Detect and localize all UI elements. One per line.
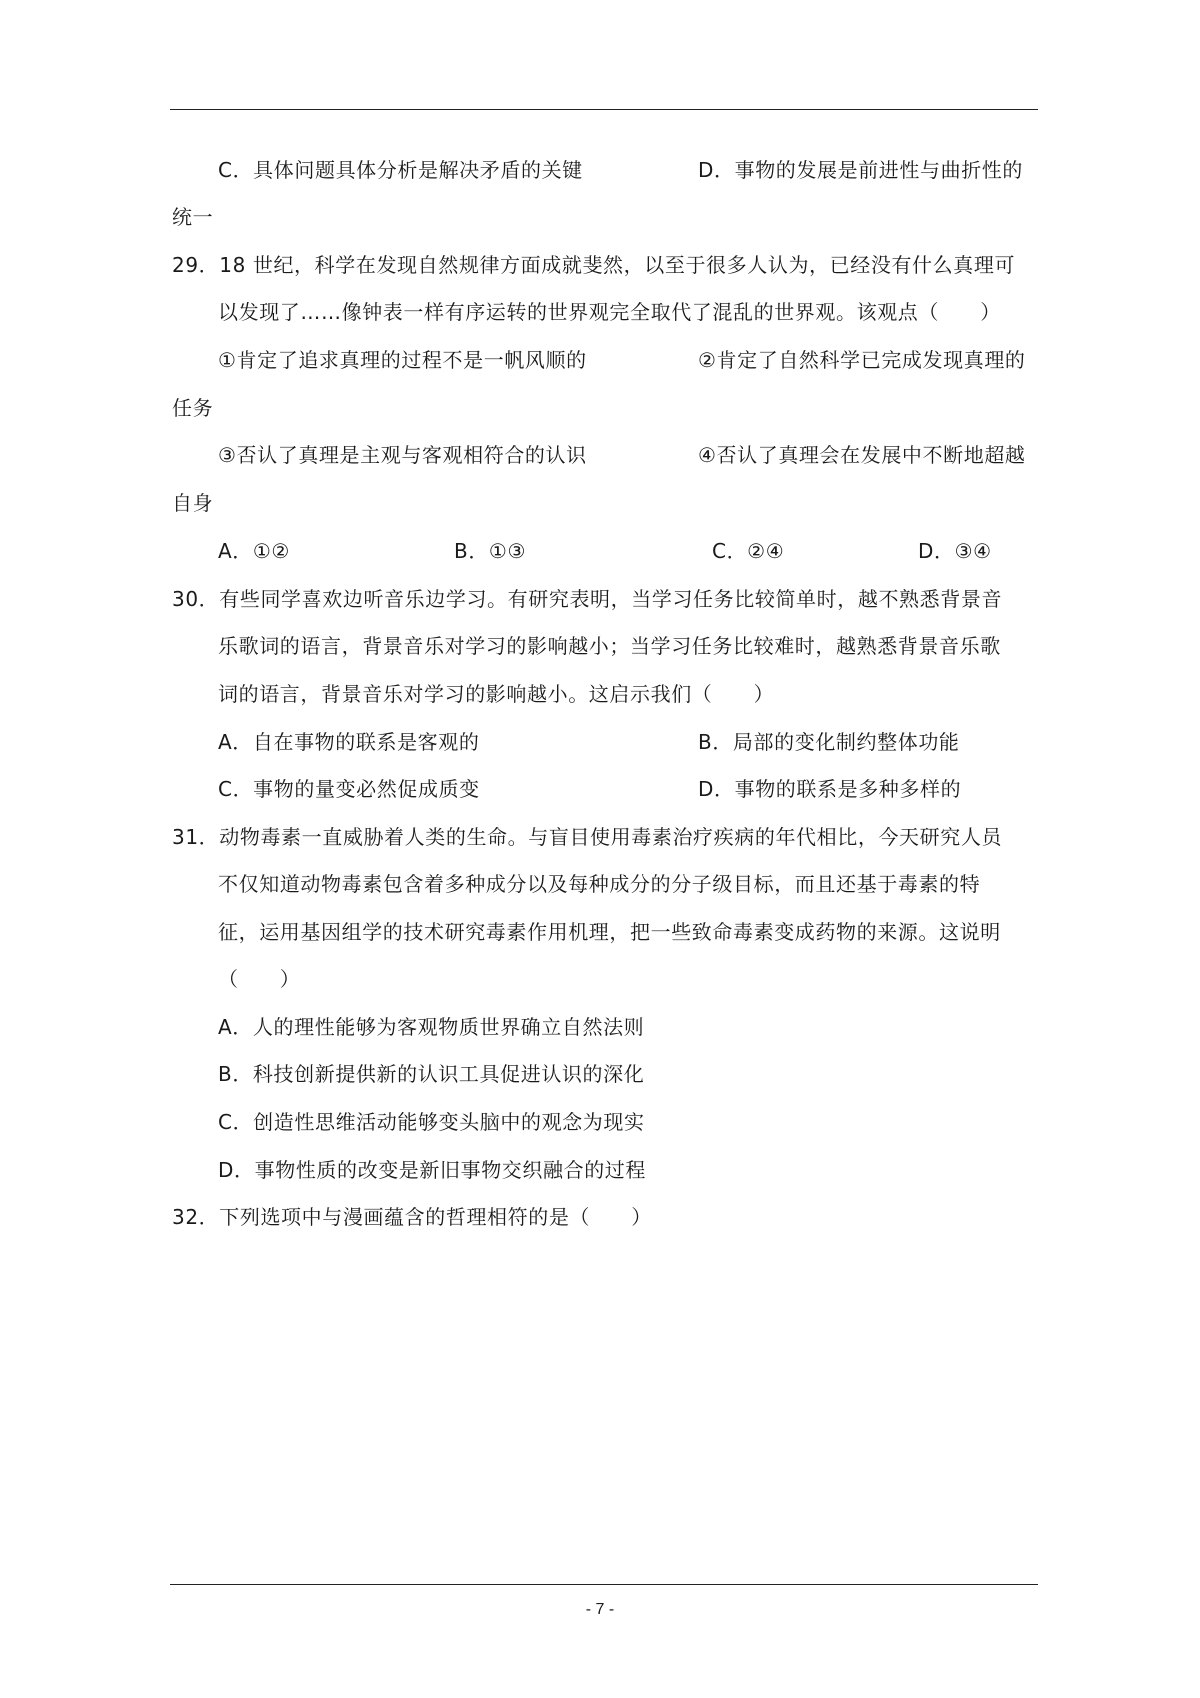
- q30-option-b: B．局部的变化制约整体功能: [698, 730, 960, 754]
- q28-option-d-continued: 统一: [172, 205, 214, 229]
- q29-item-2: ②肯定了自然科学已完成发现真理的: [698, 348, 1026, 372]
- q30-stem: 词的语言，背景音乐对学习的影响越小。这启示我们（ ）: [218, 682, 775, 706]
- q31-stem: （ ）: [218, 967, 301, 991]
- q29-option-b: B．①③: [454, 539, 526, 563]
- q31-stem: 征，运用基因组学的技术研究毒素作用机理，把一些致命毒素变成药物的来源。这说明: [218, 920, 1001, 944]
- q29-item-4: ④否认了真理会在发展中不断地超越: [698, 443, 1026, 467]
- q31-stem: 31．动物毒素一直威胁着人类的生命。与盲目使用毒素治疗疾病的年代相比，今天研究人员: [172, 825, 1003, 849]
- q30-option-c: C．事物的量变必然促成质变: [218, 777, 480, 801]
- q31-option-d: D．事物性质的改变是新旧事物交织融合的过程: [218, 1158, 646, 1182]
- q29-item-4-continued: 自身: [172, 491, 214, 515]
- q28-option-d: D．事物的发展是前进性与曲折性的: [698, 158, 1023, 182]
- page-number: - 7 -: [585, 1601, 615, 1618]
- q30-option-d: D．事物的联系是多种多样的: [698, 777, 962, 801]
- q29-item-1: ①肯定了追求真理的过程不是一帆风顺的: [218, 348, 587, 372]
- q31-option-c: C．创造性思维活动能够变头脑中的观念为现实: [218, 1110, 645, 1134]
- q29-option-a: A．①②: [218, 539, 290, 563]
- q30-option-a: A．自在事物的联系是客观的: [218, 730, 480, 754]
- q28-option-c: C．具体问题具体分析是解决矛盾的关键: [218, 158, 583, 182]
- q30-stem: 乐歌词的语言，背景音乐对学习的影响越小；当学习任务比较难时，越熟悉背景音乐歌: [218, 634, 1001, 658]
- q32-stem: 32．下列选项中与漫画蕴含的哲理相符的是（ ）: [172, 1205, 652, 1229]
- q29-stem: 29．18 世纪，科学在发现自然规律方面成就斐然，以至于很多人认为，已经没有什么真理可: [172, 253, 1016, 277]
- footer-rule: [170, 1584, 1038, 1585]
- q31-option-a: A．人的理性能够为客观物质世界确立自然法则: [218, 1015, 645, 1039]
- q29-stem: 以发现了……像钟表一样有序运转的世界观完全取代了混乱的世界观。该观点（ ）: [218, 300, 1001, 324]
- q29-option-c: C．②④: [712, 539, 785, 563]
- q31-stem: 不仅知道动物毒素包含着多种成分以及每种成分的分子级目标，而且还基于毒素的特: [218, 872, 981, 896]
- q29-item-2-continued: 任务: [172, 396, 214, 420]
- q30-stem: 30．有些同学喜欢边听音乐边学习。有研究表明，当学习任务比较简单时，越不熟悉背景音: [172, 587, 1003, 611]
- q29-option-d: D．③④: [918, 539, 992, 563]
- q31-option-b: B．科技创新提供新的认识工具促进认识的深化: [218, 1062, 645, 1086]
- q29-item-3: ③否认了真理是主观与客观相符合的认识: [218, 443, 587, 467]
